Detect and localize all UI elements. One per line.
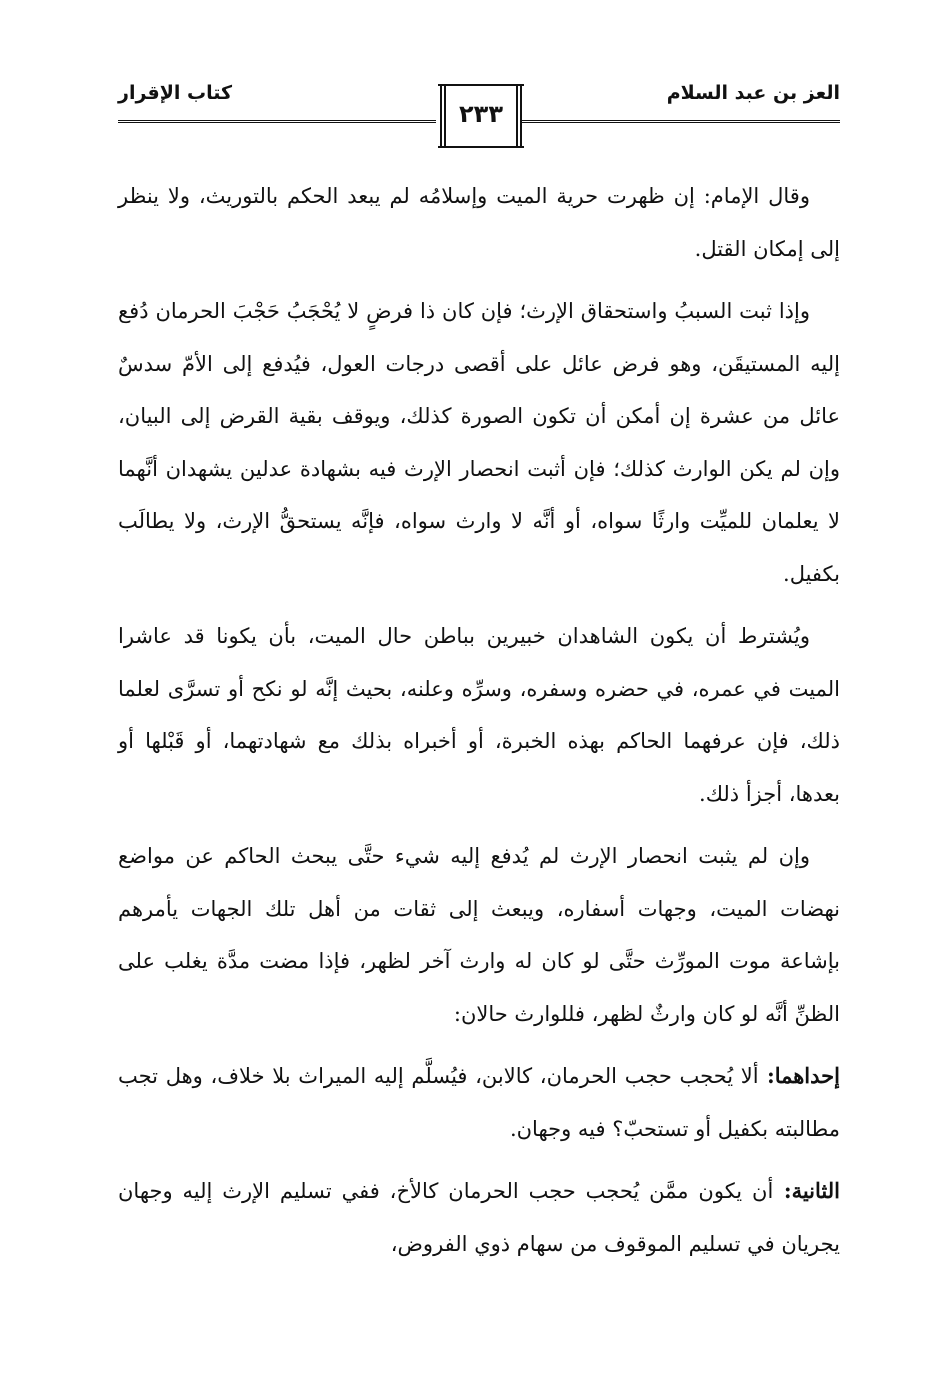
paragraph-text: ويُشترط أن يكون الشاهدان خبيرين بباطن حال الميت، بأن يكونا قد عاشرا الميت في عمره، في حضره وسفره، وسرِّه وعلنه، بحيث إنَّه لو نكح أو تسرَّى لعلما ذلك، فإن عرفهما الحاكم بهذه الخبرة، أو أخبراه بذلك مع شهادتهما، أو قَبْلها أو بعدها، أجزأ ذلك.: [118, 624, 840, 806]
paragraph-4: [118, 830, 840, 1040]
paragraph-text: ألا يُحجب حجب الحرمان، كالابن، فيُسلَّم إليه الميراث بلا خلاف، وهل تجب مطالبته بكفيل أو تستحبّ؟ فيه وجهان.: [118, 1064, 840, 1141]
page-body: [118, 170, 840, 1280]
running-title-chapter: كتاب الإقرار: [118, 82, 233, 104]
paragraph-text: وقال الإمام: إن ظهرت حرية الميت وإسلامُه لم يبعد الحكم بالتوريث، ولا ينظر إلى إمكان القتل.: [118, 184, 840, 261]
page-header: [118, 80, 840, 160]
paragraph-case-second: [118, 1165, 840, 1270]
paragraph-3: [118, 610, 840, 820]
paragraph-text: وإن لم يثبت انحصار الإرث لم يُدفع إليه شيء حتَّى يبحث الحاكم عن مواضع نهضات الميت، وجهات أسفاره، ويبعث إلى ثقات من أهل تلك الجهات يأمرهم بإشاعة موت المورِّث حتَّى لو كان له وارث آخر لظهر، فإذا مضت مدَّة يغلب على الظنِّ أنَّه لو كان وارثٌ لظهر، فللوارث حالان:: [118, 844, 840, 1026]
paragraph-text: وإذا ثبت السببُ واستحقاق الإرث؛ فإن كان ذا فرضٍ لا يُحْجَبُ حَجْبَ الحرمان دُفع إليه المستيقَن، وهو فرض عائل على أقصى درجات العول، فيُدفع إلى الأمّ سدسٌ عائل من عشرة إن أمكن أن تكون الصورة كذلك، ويوقف بقية القرض إلى البيان، وإن لم يكن الوارث كذلك؛ فإن أثبت انحصار الإرث فيه بشهادة عدلين يشهدان أنَّهما لا يعلمان للميِّت وارثًا سواه، أو أنَّه لا وارث سواه، فإنَّه يستحقُّ الإرث، ولا يطالَب بكفيل.: [118, 299, 840, 586]
paragraph-2: [118, 285, 840, 600]
header-rule-right: [522, 120, 840, 123]
page-number-frame: [440, 84, 522, 148]
case-label-second: الثانية:: [773, 1178, 840, 1203]
page-number: ٢٣٣: [459, 100, 503, 128]
paragraph-1: [118, 170, 840, 275]
case-label-first: إحداهما:: [758, 1063, 840, 1088]
running-title-author: العز بن عبد السلام: [666, 82, 840, 104]
paragraph-case-first: [118, 1050, 840, 1155]
paragraph-text: أن يكون ممَّن يُحجب حجب الحرمان كالأخ، ففي تسليم الإرث إليه وجهان يجريان في تسليم الموقوف من سهام ذوي الفروض،: [118, 1179, 840, 1256]
header-rule-left: [118, 120, 436, 123]
